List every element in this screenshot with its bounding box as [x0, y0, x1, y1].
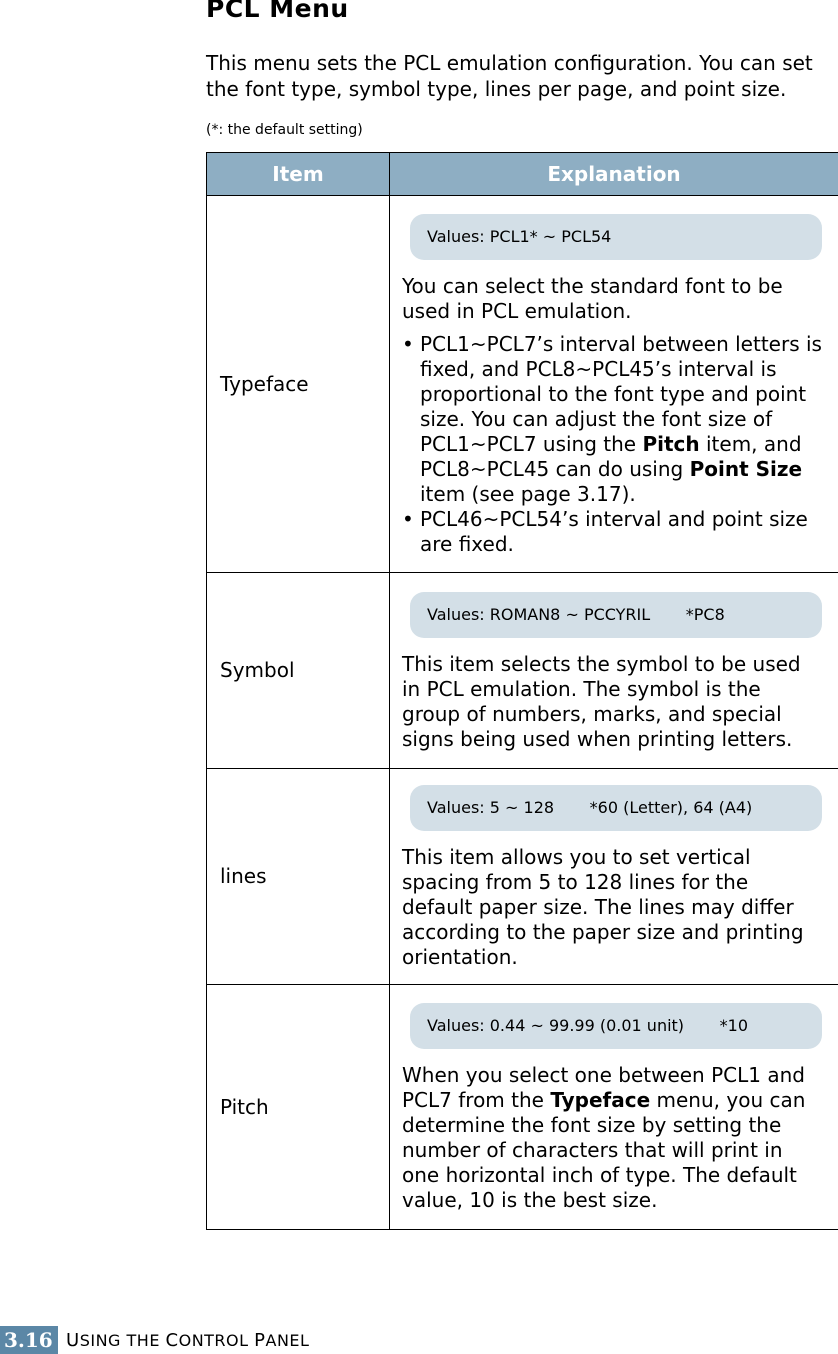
item-name: Typeface — [207, 196, 390, 573]
intro-paragraph: This menu sets the PCL emulation configuration. You can set the font type, symbol type, lines per page, and point size. — [206, 51, 813, 101]
description-text: When you select one between PCL1 and PCL7 from the — [402, 1063, 805, 1112]
description — [402, 1063, 822, 1213]
bullet-item — [402, 332, 822, 507]
typeface-emphasis: Typeface — [550, 1088, 651, 1112]
page-footer — [0, 1326, 309, 1354]
table-row-lines — [207, 769, 838, 985]
page-title: PCL Menu — [206, 0, 349, 23]
table-row-symbol — [207, 573, 838, 769]
explanation-cell — [390, 985, 838, 1230]
table-row-pitch — [207, 985, 838, 1230]
explanation-cell — [390, 573, 838, 769]
pitch-emphasis: Pitch — [642, 431, 700, 456]
values-box: Values: 0.44 ~ 99.99 (0.01 unit) *10 — [410, 1003, 822, 1049]
description: You can select the standard font to be used in PCL emulation. — [402, 273, 783, 323]
chapter-word: SING THE — [79, 1330, 166, 1350]
item-name: lines — [207, 769, 390, 985]
bullet-text: item, and PCL8~PCL45 can do using — [420, 431, 802, 481]
chapter-initial: P — [254, 1329, 266, 1351]
pcl-menu-table — [206, 152, 838, 1230]
table-row-typeface — [207, 196, 838, 573]
chapter-word: ONTROL — [178, 1330, 255, 1350]
bullet-item: • PCL46~PCL54’s interval and point size are fixed. — [402, 507, 822, 557]
chapter-word: ANEL — [265, 1330, 310, 1350]
chapter-initial: C — [165, 1329, 179, 1351]
page-number: 3.16 — [0, 1326, 58, 1354]
description-text: menu, you can determine the font size by setting the number of characters that will print in one horizontal inch of type. The default value, 10 is the best size. — [402, 1088, 806, 1212]
bullet-text: item (see page 3.17). — [420, 481, 636, 506]
chapter-initial: U — [66, 1329, 80, 1351]
default-setting-note: (*: the default setting) — [206, 122, 363, 138]
description: This item selects the symbol to be used in PCL emulation. The symbol is the group of numbers, marks, and special signs being used when printing letters. — [402, 651, 801, 751]
item-column-header: Item — [207, 153, 390, 196]
item-name: Symbol — [207, 573, 390, 769]
item-name: Pitch — [207, 985, 390, 1230]
chapter-title — [66, 1330, 309, 1351]
values-box: Values: 5 ~ 128 *60 (Letter), 64 (A4) — [410, 785, 822, 831]
table-header-row — [207, 153, 838, 196]
bullet-text: PCL1~PCL7’s interval between letters is fixed, and PCL8~PCL45’s interval is proportional to the font type and point size. You can adjust the font size of PCL1~PCL7 using the — [420, 331, 822, 456]
explanation-cell — [390, 769, 838, 985]
explanation-cell — [390, 196, 838, 573]
values-box: Values: ROMAN8 ~ PCCYRIL *PC8 — [410, 592, 822, 638]
point-size-emphasis: Point Size — [689, 456, 803, 481]
explanation-column-header: Explanation — [390, 153, 838, 196]
description: This item allows you to set vertical spacing from 5 to 128 lines for the default paper size. The lines may differ according to the paper size and printing orientation. — [402, 845, 804, 969]
bullet-list — [402, 332, 822, 557]
values-box: Values: PCL1* ~ PCL54 — [410, 214, 822, 260]
